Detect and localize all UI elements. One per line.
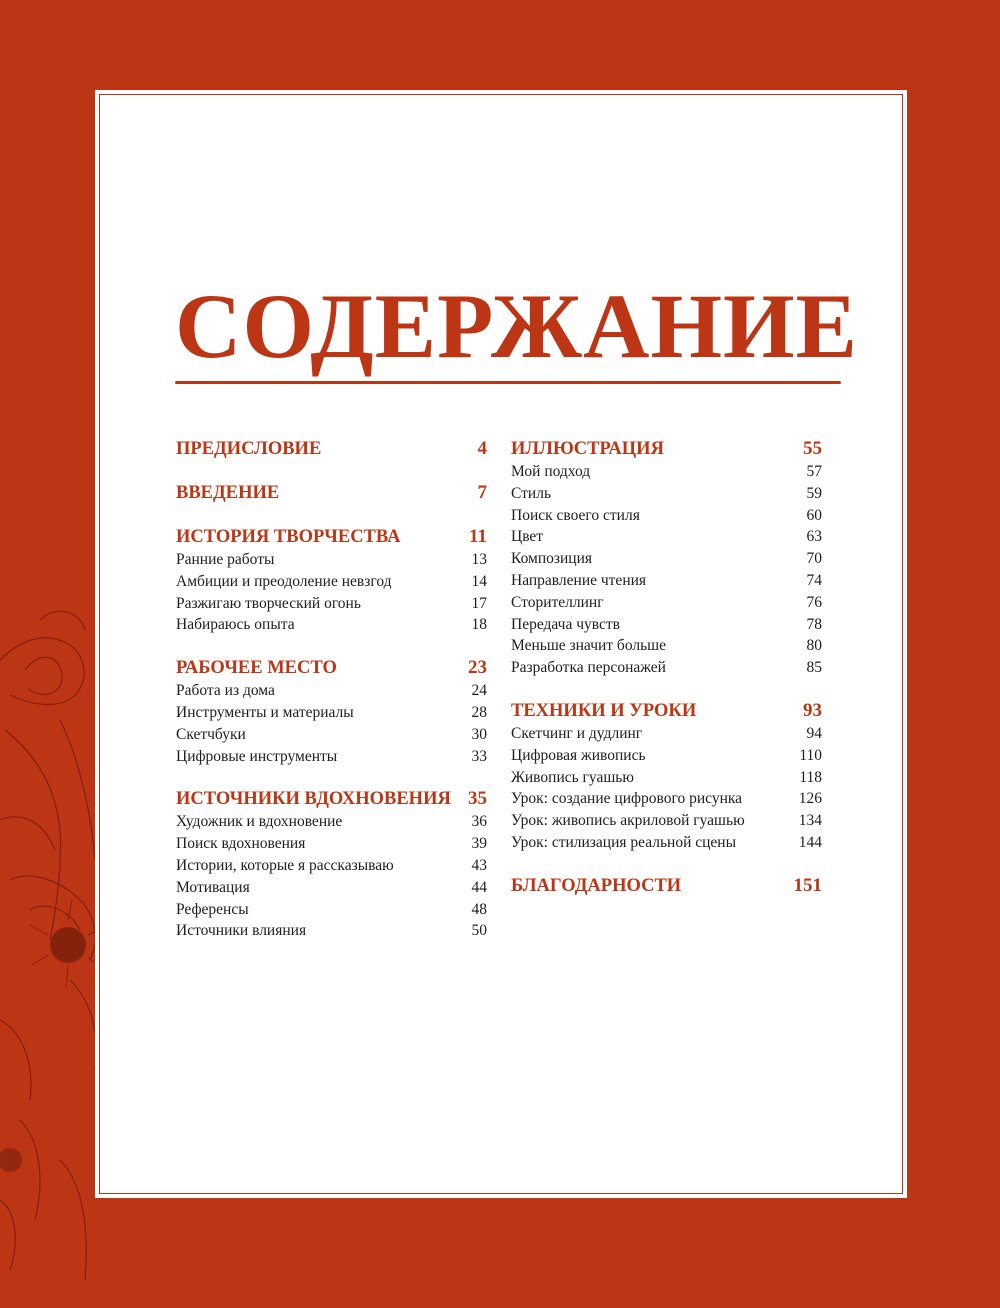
toc-entry[interactable] [176, 899, 487, 921]
toc-entry[interactable] [176, 855, 487, 877]
section-title: БЛАГОДАРНОСТИ [511, 875, 682, 896]
toc-section-heading[interactable] [511, 437, 822, 461]
entry-title: Амбиции и преодоление невзгод [176, 572, 392, 590]
entry-title: Инструменты и материалы [176, 703, 354, 721]
entry-page: 39 [471, 835, 487, 853]
entry-title: Композиция [511, 550, 593, 568]
section-title: РАБОЧЕЕ МЕСТО [176, 658, 337, 679]
section-page: 23 [468, 657, 487, 679]
entry-title: Урок: создание цифрового рисунка [511, 790, 743, 808]
entry-page: 144 [798, 833, 822, 851]
toc-entry[interactable] [511, 657, 822, 679]
toc-entry[interactable] [176, 549, 487, 571]
entry-title: Поиск своего стиля [511, 506, 640, 524]
toc-entry[interactable] [176, 614, 487, 636]
entry-title: Разработка персонажей [511, 659, 666, 677]
toc-section-heading[interactable] [176, 437, 487, 461]
toc-section [511, 874, 822, 898]
toc-entry[interactable] [511, 614, 822, 636]
entry-page: 76 [806, 593, 822, 611]
entry-title: Разжигаю творческий огонь [176, 594, 361, 612]
entry-page: 59 [806, 484, 822, 502]
entry-page: 30 [471, 725, 487, 743]
entry-page: 14 [471, 572, 487, 590]
toc-entry[interactable] [511, 570, 822, 592]
section-page: 93 [803, 699, 822, 721]
toc-entry[interactable] [176, 833, 487, 855]
entry-page: 13 [471, 551, 487, 568]
entry-page: 60 [806, 506, 822, 524]
section-page: 151 [793, 874, 822, 896]
toc-column-right [511, 437, 822, 918]
toc-entry[interactable] [511, 723, 822, 745]
entry-title: Живопись гуашью [511, 768, 634, 786]
toc-entry[interactable] [176, 877, 487, 899]
entry-page: 134 [798, 812, 822, 830]
entry-page: 57 [806, 463, 822, 480]
toc-entry[interactable] [511, 592, 822, 614]
entry-page: 63 [806, 528, 822, 546]
title-underline [175, 381, 841, 384]
toc-entry[interactable] [176, 920, 487, 942]
section-page: 11 [469, 526, 487, 547]
entry-title: Цифровая живопись [511, 746, 646, 764]
entry-page: 80 [806, 637, 822, 655]
entry-title: Урок: живопись акриловой гуашью [511, 812, 745, 830]
toc-entry[interactable] [511, 505, 822, 527]
toc-column-left [176, 437, 487, 962]
toc-section [511, 437, 822, 679]
entry-page: 18 [471, 616, 487, 634]
toc-entry[interactable] [511, 483, 822, 505]
entry-title: Цвет [511, 528, 544, 546]
entry-page: 70 [806, 550, 822, 568]
entry-title: Стиль [511, 484, 552, 502]
entry-title: Источники влияния [176, 922, 307, 940]
section-title: ТЕХНИКИ И УРОКИ [511, 700, 697, 721]
entry-title: Направление чтения [511, 571, 647, 589]
toc-entry[interactable] [511, 635, 822, 657]
section-title: ИЛЛЮСТРАЦИЯ [511, 439, 664, 459]
section-page: 35 [468, 788, 487, 810]
section-title: ИСТОЧНИКИ ВДОХНОВЕНИЯ [176, 789, 451, 810]
section-page: 7 [477, 482, 487, 503]
entry-title: Урок: стилизация реальной сцены [511, 833, 737, 851]
section-title: ПРЕДИСЛОВИЕ [176, 439, 322, 459]
entry-page: 48 [471, 900, 487, 918]
entry-page: 85 [806, 659, 822, 677]
entry-title: Художник и вдохновение [176, 813, 343, 831]
section-title: ВВЕДЕНИЕ [176, 483, 280, 503]
toc-page [95, 90, 907, 1198]
entry-page: 118 [799, 768, 822, 786]
toc-entry[interactable] [176, 811, 487, 833]
floral-sketch-decoration [0, 600, 110, 1308]
entry-page: 33 [471, 747, 487, 765]
toc-entry[interactable] [176, 571, 487, 593]
toc-section-heading[interactable] [176, 656, 487, 680]
entry-title: Мотивация [176, 878, 250, 896]
entry-title: Ранние работы [176, 551, 275, 568]
toc-section [176, 437, 487, 461]
entry-title: Скетчбуки [176, 725, 246, 743]
entry-page: 126 [798, 790, 822, 808]
entry-title: Передача чувств [511, 615, 620, 633]
entry-page: 17 [471, 594, 487, 612]
toc-entry[interactable] [511, 548, 822, 570]
entry-page: 43 [471, 856, 487, 874]
entry-title: Истории, которые я рассказываю [176, 856, 394, 874]
toc-entry[interactable] [511, 788, 822, 810]
toc-entry[interactable] [176, 724, 487, 746]
entry-page: 78 [806, 615, 822, 633]
toc-section [176, 656, 487, 767]
toc-entry[interactable] [176, 593, 487, 615]
entry-title: Поиск вдохновения [176, 835, 306, 853]
entry-title: Работа из дома [176, 682, 275, 700]
entry-title: Скетчинг и дудлинг [511, 724, 643, 742]
toc-section-heading[interactable] [176, 481, 487, 505]
toc-section-heading[interactable] [511, 699, 822, 723]
entry-page: 110 [799, 746, 822, 764]
page-title: СОДЕРЖАНИЕ [175, 275, 858, 377]
entry-title: Меньше значит больше [511, 637, 666, 655]
toc-entry[interactable] [511, 810, 822, 832]
toc-section [511, 699, 822, 854]
entry-page: 50 [471, 922, 487, 940]
entry-page: 44 [471, 878, 487, 896]
entry-page: 94 [806, 724, 822, 742]
toc-entry[interactable] [176, 702, 487, 724]
entry-title: Цифровые инструменты [176, 747, 338, 765]
toc-section [176, 525, 487, 636]
entry-page: 28 [471, 703, 487, 721]
toc-section-heading[interactable] [176, 525, 487, 549]
toc-section [176, 481, 487, 505]
entry-title: Сторителлинг [511, 593, 604, 611]
entry-title: Мой подход [511, 463, 591, 480]
section-page: 55 [803, 438, 822, 459]
toc-entry[interactable] [511, 526, 822, 548]
section-title: ИСТОРИЯ ТВОРЧЕСТВА [176, 527, 401, 547]
toc-entry[interactable] [176, 680, 487, 702]
toc-section-heading[interactable] [511, 874, 822, 898]
toc-entry[interactable] [511, 461, 822, 483]
toc-entry[interactable] [511, 767, 822, 789]
toc-entry[interactable] [511, 832, 822, 854]
section-page: 4 [477, 438, 487, 459]
toc-entry[interactable] [511, 745, 822, 767]
toc-section [176, 787, 487, 942]
toc-section-heading[interactable] [176, 787, 487, 811]
entry-page: 74 [806, 571, 822, 589]
entry-page: 36 [471, 813, 487, 831]
entry-title: Набираюсь опыта [176, 616, 295, 634]
entry-page: 24 [471, 682, 487, 700]
toc-entry[interactable] [176, 746, 487, 768]
entry-title: Референсы [176, 900, 249, 918]
